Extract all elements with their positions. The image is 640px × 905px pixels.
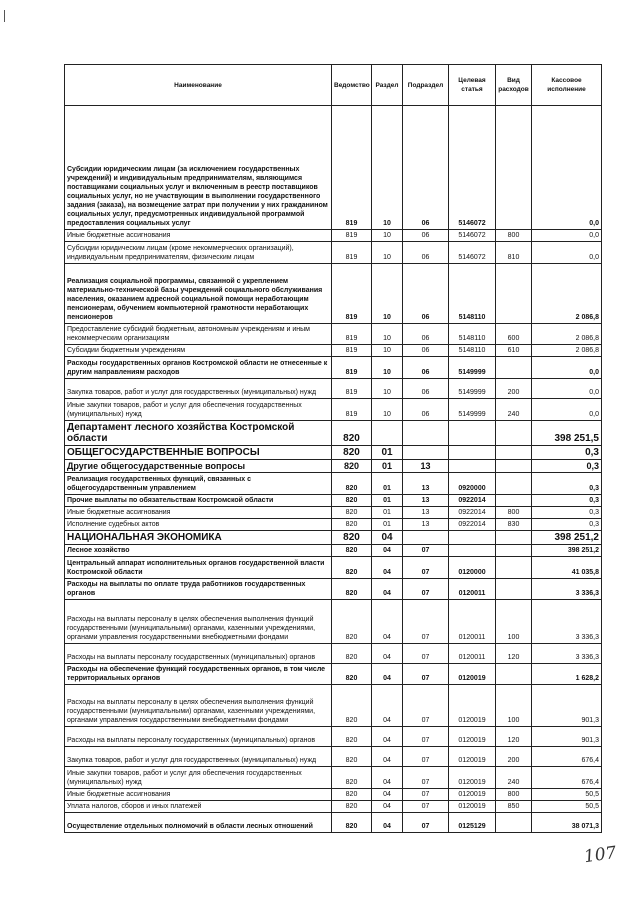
cell-ved: 820: [332, 579, 372, 600]
cell-ved: 819: [332, 106, 372, 230]
cell-vid: [496, 264, 532, 324]
cell-sum: 398 251,5: [532, 421, 602, 446]
cell-ved: 820: [332, 460, 372, 473]
table-row: [65, 813, 602, 833]
cell-podrazdel: 06: [403, 379, 449, 399]
cell-target: [449, 460, 496, 473]
table-row: [65, 579, 602, 600]
cell-sum: 0,3: [532, 460, 602, 473]
cell-name: Субсидии бюджетным учреждениям: [65, 345, 332, 357]
header-podrazdel: Подраздел: [403, 65, 449, 106]
cell-name: Прочие выплаты по обязательствам Костромской области: [65, 495, 332, 507]
cell-sum: 2 086,8: [532, 324, 602, 345]
cell-ved: 820: [332, 473, 372, 495]
cell-target: 5148110: [449, 345, 496, 357]
cell-podrazdel: 07: [403, 801, 449, 813]
cell-podrazdel: 06: [403, 345, 449, 357]
cell-sum: 0,3: [532, 519, 602, 531]
cell-name: Предоставление субсидий бюджетным, автономным учреждениям и иным некоммерческим организациям: [65, 324, 332, 345]
table-row: [65, 446, 602, 460]
cell-razdel: 10: [372, 264, 403, 324]
cell-target: 0922014: [449, 519, 496, 531]
cell-podrazdel: 07: [403, 579, 449, 600]
cell-razdel: 10: [372, 357, 403, 379]
cell-name: Расходы на обеспечение функций государственных органов, в том числе территориальных органов: [65, 664, 332, 685]
cell-ved: 820: [332, 545, 372, 557]
cell-name: Расходы на выплаты персоналу государственных (муниципальных) органов: [65, 644, 332, 664]
cell-vid: 120: [496, 644, 532, 664]
cell-ved: 820: [332, 801, 372, 813]
cell-vid: [496, 357, 532, 379]
table-row: [65, 264, 602, 324]
cell-vid: 120: [496, 727, 532, 747]
cell-target: 0922014: [449, 495, 496, 507]
cell-podrazdel: 07: [403, 600, 449, 644]
cell-razdel: 04: [372, 813, 403, 833]
table-row: [65, 379, 602, 399]
cell-razdel: 04: [372, 747, 403, 767]
cell-podrazdel: 07: [403, 685, 449, 727]
cell-target: 5146072: [449, 242, 496, 264]
cell-sum: 0,0: [532, 379, 602, 399]
cell-vid: 800: [496, 230, 532, 242]
cell-name: Департамент лесного хозяйства Костромской области: [65, 421, 332, 446]
cell-ved: 820: [332, 600, 372, 644]
header-razdel: Раздел: [372, 65, 403, 106]
page-number: 107: [582, 842, 618, 868]
cell-podrazdel: 06: [403, 106, 449, 230]
table-row: [65, 473, 602, 495]
cell-name: Другие общегосударственные вопросы: [65, 460, 332, 473]
table-row: [65, 421, 602, 446]
cell-vid: 200: [496, 379, 532, 399]
cell-ved: 819: [332, 399, 372, 421]
cell-sum: 398 251,2: [532, 545, 602, 557]
table-row: [65, 545, 602, 557]
cell-ved: 819: [332, 264, 372, 324]
table-row: [65, 747, 602, 767]
table-header-row: [65, 65, 602, 106]
cell-razdel: 01: [372, 495, 403, 507]
cell-name: НАЦИОНАЛЬНАЯ ЭКОНОМИКА: [65, 531, 332, 545]
cell-target: 0120019: [449, 789, 496, 801]
cell-target: 0120019: [449, 664, 496, 685]
cell-ved: 820: [332, 747, 372, 767]
cell-target: 5149999: [449, 379, 496, 399]
cell-ved: 820: [332, 685, 372, 727]
cell-target: 0920000: [449, 473, 496, 495]
cell-name: Лесное хозяйство: [65, 545, 332, 557]
cell-target: [449, 531, 496, 545]
cell-ved: 820: [332, 495, 372, 507]
cell-name: Расходы на выплаты по оплате труда работников государственных органов: [65, 579, 332, 600]
cell-podrazdel: 07: [403, 545, 449, 557]
table-row: [65, 531, 602, 545]
cell-vid: 800: [496, 789, 532, 801]
header-vid: Вид расходов: [496, 65, 532, 106]
table-row: [65, 495, 602, 507]
table-row: [65, 727, 602, 747]
cell-target: 0120019: [449, 747, 496, 767]
table-row: [65, 801, 602, 813]
cell-vid: 600: [496, 324, 532, 345]
table-row: [65, 519, 602, 531]
cell-razdel: 04: [372, 531, 403, 545]
cell-name: Закупка товаров, работ и услуг для государственных (муниципальных) нужд: [65, 379, 332, 399]
cell-ved: 819: [332, 324, 372, 345]
cell-sum: 2 086,8: [532, 264, 602, 324]
cell-razdel: 04: [372, 727, 403, 747]
cell-razdel: 04: [372, 664, 403, 685]
cell-name: Осуществление отдельных полномочий в области лесных отношений: [65, 813, 332, 833]
cell-name: Иные бюджетные ассигнования: [65, 507, 332, 519]
cell-vid: 830: [496, 519, 532, 531]
cell-vid: [496, 813, 532, 833]
cell-podrazdel: [403, 421, 449, 446]
cell-podrazdel: 13: [403, 507, 449, 519]
cell-vid: [496, 545, 532, 557]
cell-ved: 819: [332, 242, 372, 264]
cell-ved: 819: [332, 357, 372, 379]
cell-vid: [496, 557, 532, 579]
table-row: [65, 557, 602, 579]
cell-vid: [496, 531, 532, 545]
cell-ved: 820: [332, 519, 372, 531]
cell-target: 0120019: [449, 767, 496, 789]
cell-vid: [496, 473, 532, 495]
cell-razdel: 10: [372, 324, 403, 345]
table-row: [65, 399, 602, 421]
cell-ved: 820: [332, 664, 372, 685]
cell-target: 5148110: [449, 264, 496, 324]
cell-vid: 240: [496, 767, 532, 789]
cell-sum: 2 086,8: [532, 345, 602, 357]
cell-name: Иные закупки товаров, работ и услуг для обеспечения государственных (муниципальных) нужд: [65, 767, 332, 789]
table-row: [65, 600, 602, 644]
cell-name: Иные бюджетные ассигнования: [65, 230, 332, 242]
cell-razdel: [372, 421, 403, 446]
cell-sum: 0,0: [532, 106, 602, 230]
cell-podrazdel: 06: [403, 230, 449, 242]
cell-razdel: 01: [372, 507, 403, 519]
cell-sum: 41 035,8: [532, 557, 602, 579]
cell-ved: 819: [332, 345, 372, 357]
budget-table-container: [64, 64, 601, 833]
cell-podrazdel: 13: [403, 495, 449, 507]
cell-podrazdel: 07: [403, 664, 449, 685]
table-row: [65, 644, 602, 664]
cell-sum: 901,3: [532, 685, 602, 727]
cell-vid: 800: [496, 507, 532, 519]
cell-razdel: 10: [372, 106, 403, 230]
cell-razdel: 10: [372, 230, 403, 242]
cell-vid: 200: [496, 747, 532, 767]
cell-target: 5146072: [449, 230, 496, 242]
cell-razdel: 10: [372, 399, 403, 421]
cell-sum: 676,4: [532, 747, 602, 767]
cell-vid: 100: [496, 685, 532, 727]
cell-podrazdel: 06: [403, 399, 449, 421]
table-row: [65, 767, 602, 789]
cell-sum: 0,0: [532, 242, 602, 264]
cell-target: 0125129: [449, 813, 496, 833]
cell-podrazdel: 13: [403, 460, 449, 473]
table-row: [65, 242, 602, 264]
cell-vid: [496, 664, 532, 685]
cell-name: Реализация государственных функций, связанных с общегосударственным управлением: [65, 473, 332, 495]
cell-target: 0120000: [449, 557, 496, 579]
header-ved: Ведомство: [332, 65, 372, 106]
cell-name: Субсидии юридическим лицам (кроме некоммерческих организаций), индивидуальным предпринимателям, физическим лицам: [65, 242, 332, 264]
cell-razdel: 04: [372, 600, 403, 644]
cell-razdel: 04: [372, 579, 403, 600]
cell-name: Расходы на выплаты персоналу государственных (муниципальных) органов: [65, 727, 332, 747]
cell-ved: 820: [332, 727, 372, 747]
cell-razdel: 01: [372, 446, 403, 460]
cell-name: Субсидии юридическим лицам (за исключением государственных учреждений) и индивидуальным предпринимателям, являющимся поставщиками социальных услуг и включенным в реестр поставщиков социальных услуг, но не участвующим в выполнении государственного задания (заказа), на возмещение затрат при получении у них гражданином социальных услуг, предусмотренных индивидуальной программой предоставления социальных услуг: [65, 106, 332, 230]
cell-name: Расходы государственных органов Костромской области не отнесенные к другим направлениям расходов: [65, 357, 332, 379]
cell-ved: 819: [332, 379, 372, 399]
table-row: [65, 106, 602, 230]
cell-sum: 0,3: [532, 446, 602, 460]
page-edge-mark: [4, 10, 5, 22]
cell-vid: [496, 579, 532, 600]
cell-sum: 0,0: [532, 399, 602, 421]
cell-target: 0120019: [449, 685, 496, 727]
cell-razdel: 04: [372, 644, 403, 664]
cell-name: Иные бюджетные ассигнования: [65, 789, 332, 801]
cell-ved: 820: [332, 421, 372, 446]
cell-sum: 901,3: [532, 727, 602, 747]
table-row: [65, 345, 602, 357]
cell-target: [449, 545, 496, 557]
cell-razdel: 10: [372, 242, 403, 264]
cell-name: Иные закупки товаров, работ и услуг для обеспечения государственных (муниципальных) нужд: [65, 399, 332, 421]
cell-vid: [496, 106, 532, 230]
cell-target: 0120011: [449, 644, 496, 664]
cell-sum: 0,3: [532, 473, 602, 495]
cell-vid: 610: [496, 345, 532, 357]
cell-podrazdel: 07: [403, 747, 449, 767]
cell-podrazdel: 06: [403, 264, 449, 324]
cell-name: Центральный аппарат исполнительных органов государственной власти Костромской области: [65, 557, 332, 579]
cell-sum: 0,3: [532, 507, 602, 519]
cell-razdel: 04: [372, 557, 403, 579]
cell-sum: 3 336,3: [532, 600, 602, 644]
cell-name: Исполнение судебных актов: [65, 519, 332, 531]
cell-ved: 820: [332, 557, 372, 579]
cell-razdel: 04: [372, 545, 403, 557]
cell-target: [449, 421, 496, 446]
cell-vid: [496, 495, 532, 507]
cell-sum: 50,5: [532, 801, 602, 813]
cell-podrazdel: [403, 446, 449, 460]
cell-razdel: 04: [372, 789, 403, 801]
table-row: [65, 324, 602, 345]
cell-podrazdel: 13: [403, 519, 449, 531]
cell-target: 0120019: [449, 801, 496, 813]
cell-target: 5149999: [449, 399, 496, 421]
cell-vid: [496, 446, 532, 460]
cell-ved: 820: [332, 789, 372, 801]
cell-sum: 398 251,2: [532, 531, 602, 545]
cell-target: 0120019: [449, 727, 496, 747]
cell-sum: 1 628,2: [532, 664, 602, 685]
cell-razdel: 01: [372, 473, 403, 495]
table-row: [65, 664, 602, 685]
cell-target: [449, 446, 496, 460]
cell-vid: [496, 421, 532, 446]
cell-podrazdel: 07: [403, 789, 449, 801]
table-row: [65, 685, 602, 727]
cell-ved: 820: [332, 446, 372, 460]
cell-razdel: 04: [372, 685, 403, 727]
cell-sum: 0,0: [532, 357, 602, 379]
cell-podrazdel: 13: [403, 473, 449, 495]
cell-razdel: 01: [372, 460, 403, 473]
cell-ved: 819: [332, 230, 372, 242]
cell-name: Закупка товаров, работ и услуг для государственных (муниципальных) нужд: [65, 747, 332, 767]
cell-sum: 0,0: [532, 230, 602, 242]
header-name: Наименование: [65, 65, 332, 106]
cell-ved: 820: [332, 767, 372, 789]
cell-razdel: 04: [372, 767, 403, 789]
cell-sum: 50,5: [532, 789, 602, 801]
cell-name: Реализация социальной программы, связанной с укреплением материально-технической базы учреждений социального обслуживания населения, оказанием адресной социальной помощи неработающим пенсионерам, обучением компьютерной грамотности неработающих пенсионеров: [65, 264, 332, 324]
cell-sum: 3 336,3: [532, 644, 602, 664]
table-row: [65, 460, 602, 473]
cell-sum: 0,3: [532, 495, 602, 507]
cell-ved: 820: [332, 644, 372, 664]
cell-razdel: 01: [372, 519, 403, 531]
cell-podrazdel: 07: [403, 557, 449, 579]
cell-podrazdel: 06: [403, 324, 449, 345]
cell-razdel: 04: [372, 801, 403, 813]
cell-podrazdel: 07: [403, 644, 449, 664]
cell-name: Уплата налогов, сборов и иных платежей: [65, 801, 332, 813]
cell-vid: 810: [496, 242, 532, 264]
header-target: Целевая статья: [449, 65, 496, 106]
cell-target: 0120011: [449, 579, 496, 600]
cell-target: 5146072: [449, 106, 496, 230]
cell-sum: 38 071,3: [532, 813, 602, 833]
budget-execution-table: [64, 64, 602, 833]
cell-podrazdel: 07: [403, 727, 449, 747]
cell-vid: 240: [496, 399, 532, 421]
cell-razdel: 10: [372, 345, 403, 357]
table-row: [65, 789, 602, 801]
cell-podrazdel: [403, 531, 449, 545]
cell-name: ОБЩЕГОСУДАРСТВЕННЫЕ ВОПРОСЫ: [65, 446, 332, 460]
table-row: [65, 230, 602, 242]
cell-sum: 676,4: [532, 767, 602, 789]
cell-target: 5148110: [449, 324, 496, 345]
cell-vid: 850: [496, 801, 532, 813]
cell-ved: 820: [332, 813, 372, 833]
cell-podrazdel: 06: [403, 242, 449, 264]
cell-razdel: 10: [372, 379, 403, 399]
cell-target: 5149999: [449, 357, 496, 379]
cell-sum: 3 336,3: [532, 579, 602, 600]
table-row: [65, 507, 602, 519]
cell-name: Расходы на выплаты персоналу в целях обеспечения выполнения функций государственными (муниципальными) органами, казенными учреждениями, органами управления государственными внебюджетными фондами: [65, 685, 332, 727]
cell-ved: 820: [332, 531, 372, 545]
cell-target: 0120011: [449, 600, 496, 644]
table-row: [65, 357, 602, 379]
cell-name: Расходы на выплаты персоналу в целях обеспечения выполнения функций государственными (муниципальными) органами, казенными учреждениями, органами управления государственными внебюджетными фондами: [65, 600, 332, 644]
cell-target: 0922014: [449, 507, 496, 519]
cell-vid: 100: [496, 600, 532, 644]
cell-podrazdel: 07: [403, 813, 449, 833]
header-sum: Кассовое исполнение: [532, 65, 602, 106]
cell-vid: [496, 460, 532, 473]
cell-podrazdel: 07: [403, 767, 449, 789]
cell-podrazdel: 06: [403, 357, 449, 379]
cell-ved: 820: [332, 507, 372, 519]
